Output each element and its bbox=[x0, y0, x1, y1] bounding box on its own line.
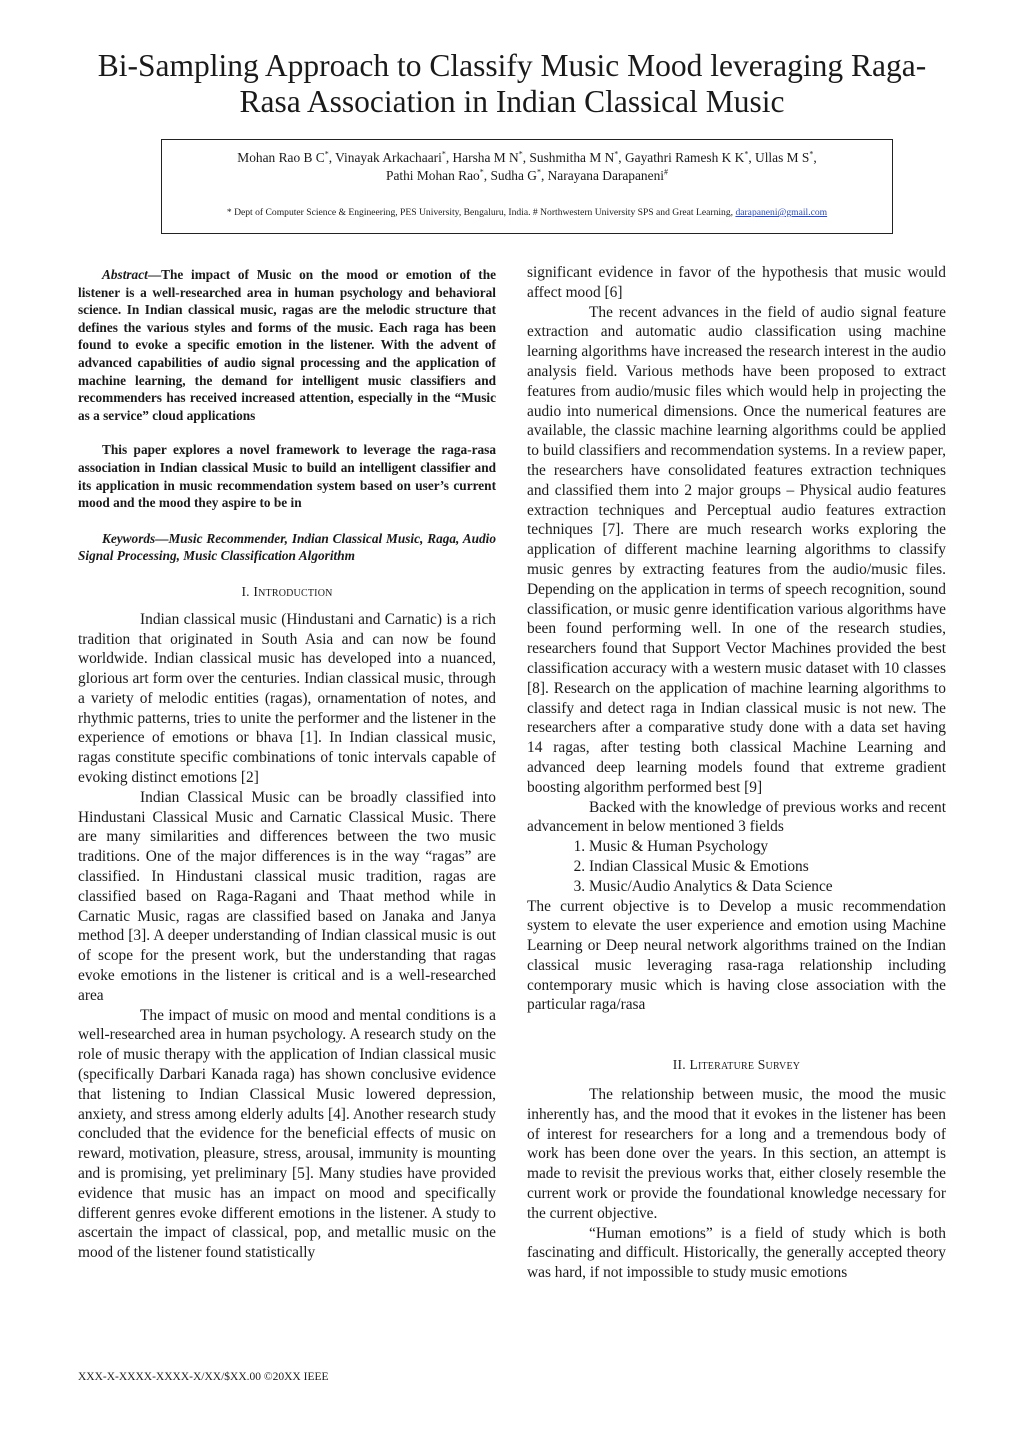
intro-paragraph-5: Backed with the knowledge of previous works and recent advancement in below mentioned 3 fields bbox=[527, 798, 946, 836]
intro-paragraph-1: Indian classical music (Hindustani and Carnatic) is a rich tradition that originated in South Asia and can now be found worldwide. Indian classical music has developed into a nuanced, glorious art form over the centuries. Indian classical music, through a variety of melodic entities (ragas), ornamentation of notes, and rhythmic patterns, tries to unite the performer and the listener in the experience of emotions or bhava [1]. In Indian classical music, ragas constitute specific combinations of tonic intervals capable of evoking distinct emotions [2] bbox=[78, 610, 496, 787]
affiliation-text: * Dept of Computer Science & Engineering, PES University, Bengaluru, India. # Northwestern University SPS and Great Learning, bbox=[226, 207, 734, 218]
author-list bbox=[162, 149, 892, 185]
list-item: 1. Music & Human Psychology bbox=[589, 837, 946, 857]
list-item: 3. Music/Audio Analytics & Data Science bbox=[589, 877, 946, 897]
section-number: II. bbox=[672, 1057, 686, 1073]
keywords: Keywords—Music Recommender, Indian Classical Music, Raga, Audio Signal Processing, Music Classification Algorithm bbox=[78, 530, 496, 564]
section-title: Literature Survey bbox=[689, 1057, 801, 1073]
title-line-2: Rasa Association in Indian Classical Music bbox=[239, 84, 785, 119]
author-1: Mohan Rao B C*, bbox=[237, 149, 336, 165]
author-3: Harsha M N*, bbox=[452, 149, 530, 165]
intro-paragraph-2: Indian Classical Music can be broadly classified into Hindustani Classical Music and Carnatic Classical Music. There are many similarities and differences between the two music traditions. One of the major differences is in the way “ragas” are classified. In Hindustani classical music tradition, ragas are classified based on Raga-Ragani and Thaat method while in Carnatic Music, ragas are classified based on Janaka and Janya method [3]. A deeper understanding of Indian classical music is out of scope for the present work, but the understanding that ragas evoke emotions in the listener is critical and is a well-researched area bbox=[78, 788, 496, 1004]
section-heading-literature-survey bbox=[527, 1055, 946, 1075]
literature-paragraph-1: The relationship between music, the mood the music inherently has, and the mood that it evokes in the listener has been of interest for researchers for a long and a tremendous body of work has been done over the years. In this section, an attempt is made to revisit the previous works that, either closely resemble the current work or provide the foundational knowledge necessary for the current objective. bbox=[527, 1086, 946, 1222]
intro-paragraph-3: The impact of music on mood and mental conditions is a well-researched area in human psychology. A research study on the role of music therapy with the application of Indian classical music (specifically Darbari Kanada raga) has shown conclusive evidence that listening to Indian Classical Music lowered depression, anxiety, and stress among elderly adults [4]. Another research study concluded that the evidence for the beneficial effects of music on reward, motivation, pleasure, stress, arousal, immunity is mounting and is promising, yet preliminary [5]. Many studies have provided evidence that music has an impact on mood and specifically different genres evoke different emotions in the listener. A study to ascertain the impact of classical, pop, and metallic music on the mood of the listener found statistically bbox=[78, 1006, 496, 1262]
abstract-text-1: —The impact of Music on the mood or emotion of the listener is a well-researched area in human psychology and behavioral science. In Indian classical music, ragas are the melodic structure that defines the various styles and forms of the music. Each raga has been found to evoke a specific emotion in the listener. With the advent of advanced capabilities of audio signal processing and the application of machine learning, the demand for intelligent music classifiers and recommenders has received increased attention, especially in the “Music as a service” cloud applications bbox=[78, 267, 496, 423]
author-2: Vinayak Arkachaari*, bbox=[335, 149, 453, 165]
list-item: 2. Indian Classical Music & Emotions bbox=[589, 857, 946, 877]
objective-paragraph: The current objective is to Develop a music recommendation system to elevate the user experience and emotion using Machine Learning or Deep neural network algorithms trained on the Indian classical music leveraging rasa-raga relationship including contemporary music which is having close association with the particular raga/rasa bbox=[527, 897, 946, 1014]
section-title: Introduction bbox=[253, 583, 333, 599]
literature-paragraph-2: “Human emotions” is a field of study which is both fascinating and difficult. Historically, the generally accepted theory was hard, if not impossible to study music emotions bbox=[527, 1224, 946, 1282]
affiliation bbox=[162, 206, 892, 219]
right-column bbox=[527, 263, 946, 1283]
copyright-footer: XXX-X-XXXX-XXXX-X/XX/$XX.00 ©20XX IEEE bbox=[78, 1371, 329, 1383]
section-heading-introduction bbox=[78, 582, 496, 602]
section-number: I. bbox=[241, 583, 250, 599]
fields-list bbox=[527, 837, 946, 896]
author-5: Gayathri Ramesh K K*, bbox=[624, 149, 756, 165]
abstract-paragraph-1 bbox=[78, 266, 496, 424]
author-9: Narayana Darapaneni# bbox=[547, 167, 668, 183]
abstract-paragraph-2: This paper explores a novel framework to leverage the raga-rasa association in Indian classical Music to build an intelligent classifier and its application in music recommendation system based on user’s current mood and the mood they aspire to be in bbox=[78, 442, 496, 511]
author-8: Sudha G*, bbox=[490, 167, 548, 183]
paper-title bbox=[60, 48, 964, 120]
author-6: Ullas M S*, bbox=[755, 149, 817, 165]
intro-paragraph-4: The recent advances in the field of audio signal feature extraction and automatic audio classification using machine learning algorithms have increased the research interest in the audio analysis field. Various methods have been proposed to extract features from audio/music files which would help in projecting the audio into numerical dimensions. Once the numerical features are available, the classic machine learning algorithms could be applied to build classifiers and recommendation systems. In a review paper, the researchers have consolidated features extraction techniques and classified them into 2 major groups – Physical audio features extraction techniques and Perceptual audio features extraction techniques [7]. There are much research works exploring the application of different machine learning algorithms to classify music genres by extracting features from the audio/music files. Depending on the application in terms of speech recognition, sound classification, or music genre identification various algorithms have been found performing well. In one of the research studies, researchers found that Support Vector Machines provided the best classification accuracy with a western music dataset with 10 classes [8]. Research on the application of machine learning algorithms to classify and detect raga in Indian classical music is not new. The researchers after a comparative study done with a data set having 14 ragas, after testing both classical Machine Learning and advanced deep learning models found that extreme gradient boosting algorithm performed best [9] bbox=[527, 303, 946, 796]
abstract-label: Abstract bbox=[102, 267, 148, 282]
email-link[interactable]: darapaneni@gmail.com bbox=[735, 207, 828, 218]
intro-paragraph-3-continued: significant evidence in favor of the hypothesis that music would affect mood [6] bbox=[527, 264, 946, 301]
title-line-1: Bi-Sampling Approach to Classify Music Mood leveraging Raga- bbox=[97, 48, 927, 83]
author-box bbox=[161, 139, 893, 234]
author-7: Pathi Mohan Rao*, bbox=[386, 167, 491, 183]
author-4: Sushmitha M N*, bbox=[529, 149, 625, 165]
left-column bbox=[78, 263, 496, 1263]
